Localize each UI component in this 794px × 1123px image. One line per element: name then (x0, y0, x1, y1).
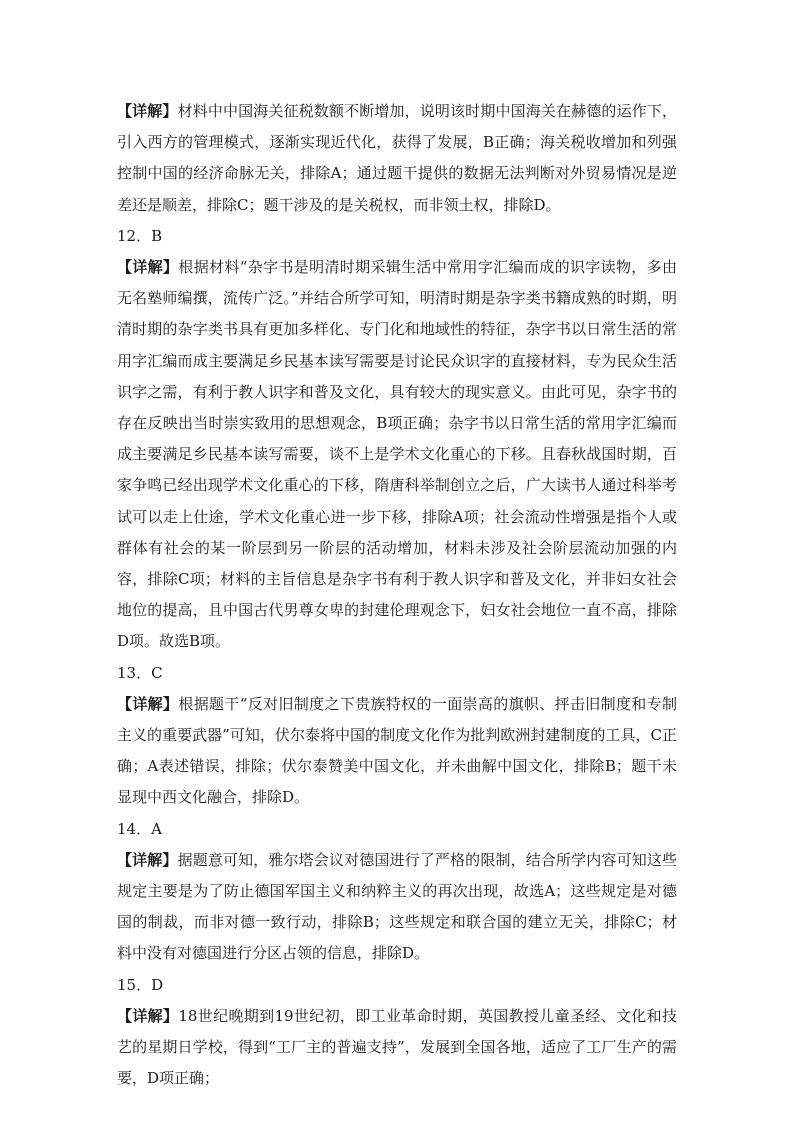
question-12-answer: 12．B (117, 226, 163, 245)
explanation-text: 18世纪晚期到19世纪初，即工业革命时期，英国教授儿童圣经、文化和技艺的星期日学校，得到“工厂主的普遍支持”，发展到全国各地，适应了工厂生产的需要，D项正确； (117, 1006, 677, 1088)
question-15-answer: 15．D (117, 975, 164, 994)
question-14-answer: 14．A (117, 819, 162, 838)
explanation-tag: 【详解】 (117, 850, 178, 869)
explanation-tag: 【详解】 (117, 1006, 179, 1025)
explanation-text: 根据题干“反对旧制度之下贵族特权的一面崇高的旗帜、抨击旧制度和专制主义的重要武器”可知，伏尔泰将中国的制度文化作为批判欧洲封建制度的工具，C正确；A表述错误，排除；伏尔泰赞美中国文化，并未曲解中国文化，排除B；题干未显现中西文化融合，排除D。 (117, 694, 677, 807)
explanation-q12 (117, 252, 677, 658)
explanation-text: 根据材料“杂字书是明清时期采辑生活中常用字汇编而成的识字读物，多由无名塾师编撰，流传广泛。”并结合所学可知，明清时期是杂字类书籍成熟的时期，明清时期的杂字类书具有更加多样化、专门化和地域性的特征，杂字书以日常生活的常用字汇编而成主要满足乡民基本读写需要是讨论民众识字的直接材料，专为民众生活识字之需，有利于教人识字和普及文化，具有较大的现实意义。由此可见，杂字书的存在反映出当时崇实致用的思想观念，B项正确；杂字书以日常生活的常用字汇编而成主要满足乡民基本读写需要，谈不上是学术文化重心的下移。且春秋战国时期，百家争鸣已经出现学术文化重心的下移，隋唐科举制创立之后，广大读书人通过科举考试可以走上仕途，学术文化重心进一步下移，排除A项；社会流动性增强是指个人或群体有社会的某一阶层到另一阶层的活动增加，材料未涉及社会阶层流动加强的内容，排除C项；材料的主旨信息是杂字书有利于教人识字和普及文化，并非妇女社会地位的提高，且中国古代男尊女卑的封建伦理观念下，妇女社会地位一直不高，排除D项。故选B项。 (117, 258, 677, 651)
explanation-q14 (117, 845, 677, 970)
explanation-tag: 【详解】 (117, 102, 178, 120)
explanation-tag: 【详解】 (117, 258, 179, 277)
answer-explanations (117, 96, 677, 1095)
explanation-q15 (117, 1001, 677, 1095)
explanation-q11 (117, 96, 677, 221)
explanation-tag: 【详解】 (117, 694, 179, 713)
explanation-text: 据题意可知，雅尔塔会议对德国进行了严格的限制，结合所学内容可知这些规定主要是为了防止德国军国主义和纳粹主义的再次出现，故选A；这些规定是对德国的制裁，而非对德一致行动，排除B；这些规定和联合国的建立无关，排除C；材料中没有对德国进行分区占领的信息，排除D。 (117, 850, 677, 963)
explanation-q13 (117, 689, 677, 814)
explanation-text: 材料中中国海关征税数额不断增加，说明该时期中国海关在赫德的运作下，引入西方的管理模式，逐渐实现近代化，获得了发展，B正确；海关税收增加和列强控制中国的经济命脉无关，排除A；通过题干提供的数据无法判断对外贸易情况是逆差还是顺差，排除C；题干涉及的是关税权，而非领土权，排除D。 (117, 102, 677, 214)
question-13-answer: 13．C (117, 663, 163, 682)
